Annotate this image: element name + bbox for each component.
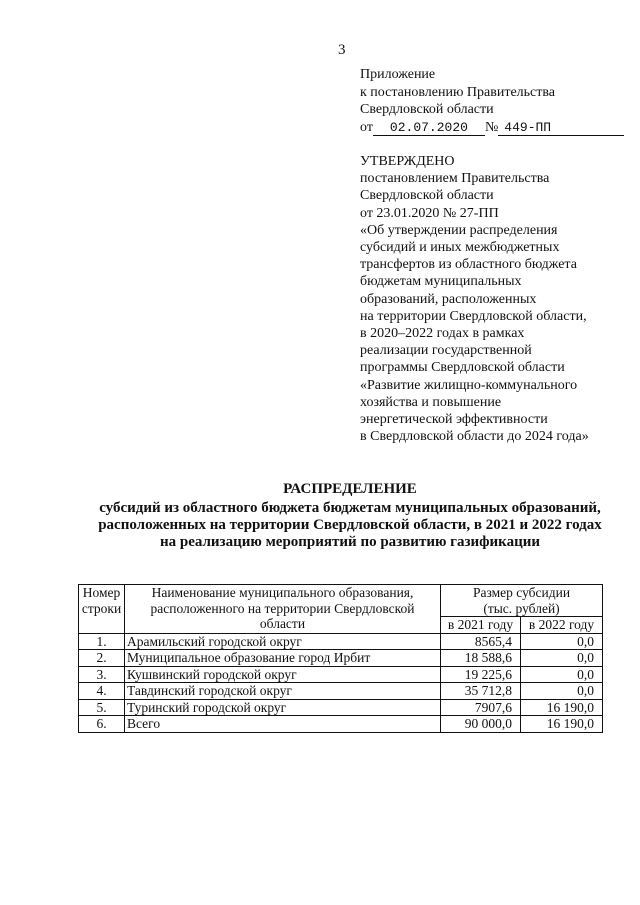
page-number: 3: [338, 42, 346, 58]
table-row: [79, 633, 603, 650]
approved-line: постановлением Правительства: [360, 171, 550, 187]
row-value-2021: 7907,6: [441, 699, 521, 716]
approved-line: субсидий и иных межбюджетных: [360, 240, 560, 256]
approved-line: реализации государственной: [360, 343, 532, 359]
title-subline: расположенных на территории Свердловской области, в 2021 и 2022 годах: [98, 517, 602, 533]
header-year-2021: в 2021 году: [441, 617, 521, 634]
row-value-2021: 90 000,0: [441, 716, 521, 733]
approved-line: энергетической эффективности: [360, 412, 548, 428]
row-number: 4.: [79, 683, 125, 700]
row-number: 3.: [79, 666, 125, 683]
header-number: [79, 585, 125, 634]
approved-line: программы Свердловской области: [360, 360, 565, 376]
row-value-2022: 0,0: [521, 633, 603, 650]
approved-line: от 23.01.2020 № 27-ПП: [360, 205, 499, 221]
approved-heading: УТВЕРЖДЕНО: [360, 154, 455, 169]
header-size: Размер субсидии (тыс. рублей): [441, 585, 603, 617]
row-number: 1.: [79, 633, 125, 650]
appendix-line: Свердловской области: [360, 102, 494, 117]
distribution-table: [78, 584, 603, 733]
appendix-date-line: [360, 119, 624, 137]
approved-line: в Свердловской области до 2024 года»: [360, 429, 589, 445]
row-value-2022: 16 190,0: [521, 699, 603, 716]
table-row: [79, 666, 603, 683]
title-main: РАСПРЕДЕЛЕНИЕ: [283, 481, 417, 497]
approved-line: «Развитие жилищно-коммунального: [360, 377, 578, 393]
row-value-2022: 0,0: [521, 683, 603, 700]
table-row: [79, 699, 603, 716]
row-name: Тавдинский городской округ: [125, 683, 441, 700]
row-number: 6.: [79, 716, 125, 733]
row-value-2022: 16 190,0: [521, 716, 603, 733]
table-header-row: [79, 585, 603, 617]
row-value-2022: 0,0: [521, 650, 603, 667]
document-title: [60, 481, 640, 551]
appendix-title: Приложение: [360, 67, 436, 82]
appendix-line: к постановлению Правительства: [360, 84, 556, 100]
row-value-2021: 19 225,6: [441, 666, 521, 683]
approved-block: [360, 153, 589, 445]
title-subline: на реализацию мероприятий по развитию газификации: [159, 534, 541, 550]
row-name: Арамильский городской округ: [125, 633, 441, 650]
row-name: Всего: [125, 716, 441, 733]
number-field: 449-ПП: [498, 121, 624, 136]
row-name: Муниципальное образование город Ирбит: [125, 650, 441, 667]
table-row-total: [79, 716, 603, 733]
approved-line: бюджетам муниципальных: [360, 274, 522, 290]
row-number: 2.: [79, 650, 125, 667]
header-year-2022: в 2022 году: [521, 617, 603, 634]
approved-line: хозяйства и повышение: [360, 394, 502, 410]
row-name: Кушвинский городской округ: [125, 666, 441, 683]
row-value-2021: 18 588,6: [441, 650, 521, 667]
date-field: 02.07.2020: [373, 121, 485, 136]
approved-line: «Об утверждении распределения: [360, 222, 558, 238]
header-number-line: Номер: [82, 585, 121, 600]
approved-line: образований, расположенных: [360, 291, 537, 307]
table-row: [79, 683, 603, 700]
date-prefix: от: [360, 119, 373, 135]
header-number-line: строки: [81, 600, 122, 616]
row-name: Туринский городской округ: [125, 699, 441, 716]
approved-line: Свердловской области: [360, 188, 494, 204]
table-row: [79, 650, 603, 667]
row-number: 5.: [79, 699, 125, 716]
title-subline: субсидий из областного бюджета бюджетам муниципальных образований,: [99, 500, 601, 516]
number-prefix: №: [484, 119, 499, 135]
approved-line: в 2020–2022 годах в рамках: [360, 326, 525, 342]
header-name: Наименование муниципального образования, расположенного на территории Свердловской области: [125, 585, 441, 634]
appendix-block: [360, 66, 624, 136]
row-value-2021: 35 712,8: [441, 683, 521, 700]
approved-line: на территории Свердловской области,: [360, 308, 587, 324]
row-value-2022: 0,0: [521, 666, 603, 683]
approved-line: трансфертов из областного бюджета: [360, 257, 577, 273]
row-value-2021: 8565,4: [441, 633, 521, 650]
